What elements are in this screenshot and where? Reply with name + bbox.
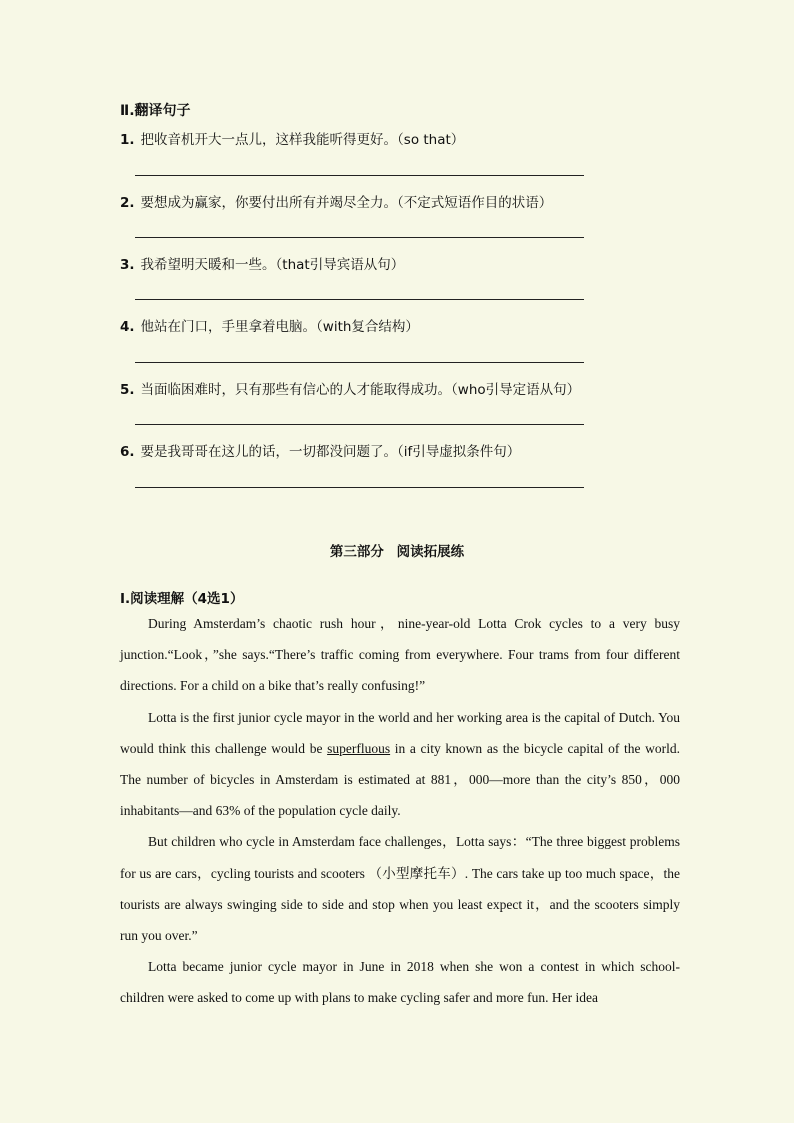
question-1	[120, 128, 464, 148]
question-4	[120, 315, 419, 335]
question-number: 1.	[120, 132, 135, 148]
answer-line-3[interactable]	[135, 299, 584, 300]
underlined-word: superfluous	[327, 740, 391, 756]
paragraph-1: During Amsterdam’s chaotic rush hour，nine-year-old Lotta Crok cycles to a very busy junction.“Look，”she says.“There’s traffic coming from everywhere. Four trams from four different directions. For a child on a bike that’s really confusing!”	[120, 616, 680, 694]
paragraph-2-text-b: in a city known as the bicycle capital of the world. The number of bicycles in Amsterdam is estimated at 881，000—more than the city’s 850，000 inhabitants—and 63% of the population cycle daily.	[120, 740, 681, 819]
question-text: 要想成为赢家，你要付出所有并竭尽全力。（不定式短语作目的状语）	[140, 195, 553, 211]
question-text: 他站在门口，手里拿着电脑。（with复合结构）	[140, 319, 419, 335]
reading-heading: Ⅰ.阅读理解（4选1）	[120, 591, 244, 607]
paragraph-3: But children who cycle in Amsterdam face challenges，Lotta says：“The three biggest problems for us are cars，cycling tourists and scooters （小型摩托车）. The cars take up too much space，the tourists are always swinging side to side and stop when you least expect it，and the scooters simply run you over.”	[120, 834, 680, 944]
question-2	[120, 191, 552, 211]
question-number: 4.	[120, 319, 135, 335]
question-number: 3.	[120, 257, 135, 273]
answer-line-4[interactable]	[135, 362, 584, 363]
question-6	[120, 440, 520, 460]
question-text: 把收音机开大一点儿，这样我能听得更好。（so that）	[140, 132, 465, 148]
question-text: 要是我哥哥在这儿的话，一切都没问题了。（if引导虚拟条件句）	[140, 444, 521, 460]
part-title: 第三部分 阅读拓展练	[329, 544, 465, 560]
question-text: 当面临困难时，只有那些有信心的人才能取得成功。（who引导定语从句）	[140, 382, 581, 398]
answer-line-1[interactable]	[135, 175, 584, 176]
paragraph-4: Lotta became junior cycle mayor in June in 2018 when she won a contest in which school-children were asked to come up with plans to make cycling safer and more fun. Her idea	[120, 959, 680, 1006]
question-number: 2.	[120, 195, 135, 211]
paragraph-2-text-a: Lotta is the first junior cycle mayor in the world and her working area is the capital of Dutch. You would think this challenge would be	[120, 709, 680, 756]
question-number: 5.	[120, 382, 135, 398]
reading-passage	[120, 608, 680, 1014]
question-number: 6.	[120, 444, 135, 460]
section-heading: Ⅱ.翻译句子	[120, 103, 191, 119]
paragraph-2	[120, 702, 680, 827]
answer-line-6[interactable]	[135, 487, 584, 488]
question-text: 我希望明天暖和一些。（that引导宾语从句）	[140, 257, 405, 273]
question-5	[120, 378, 580, 398]
answer-line-2[interactable]	[135, 237, 584, 238]
answer-line-5[interactable]	[135, 424, 584, 425]
question-3	[120, 253, 404, 273]
